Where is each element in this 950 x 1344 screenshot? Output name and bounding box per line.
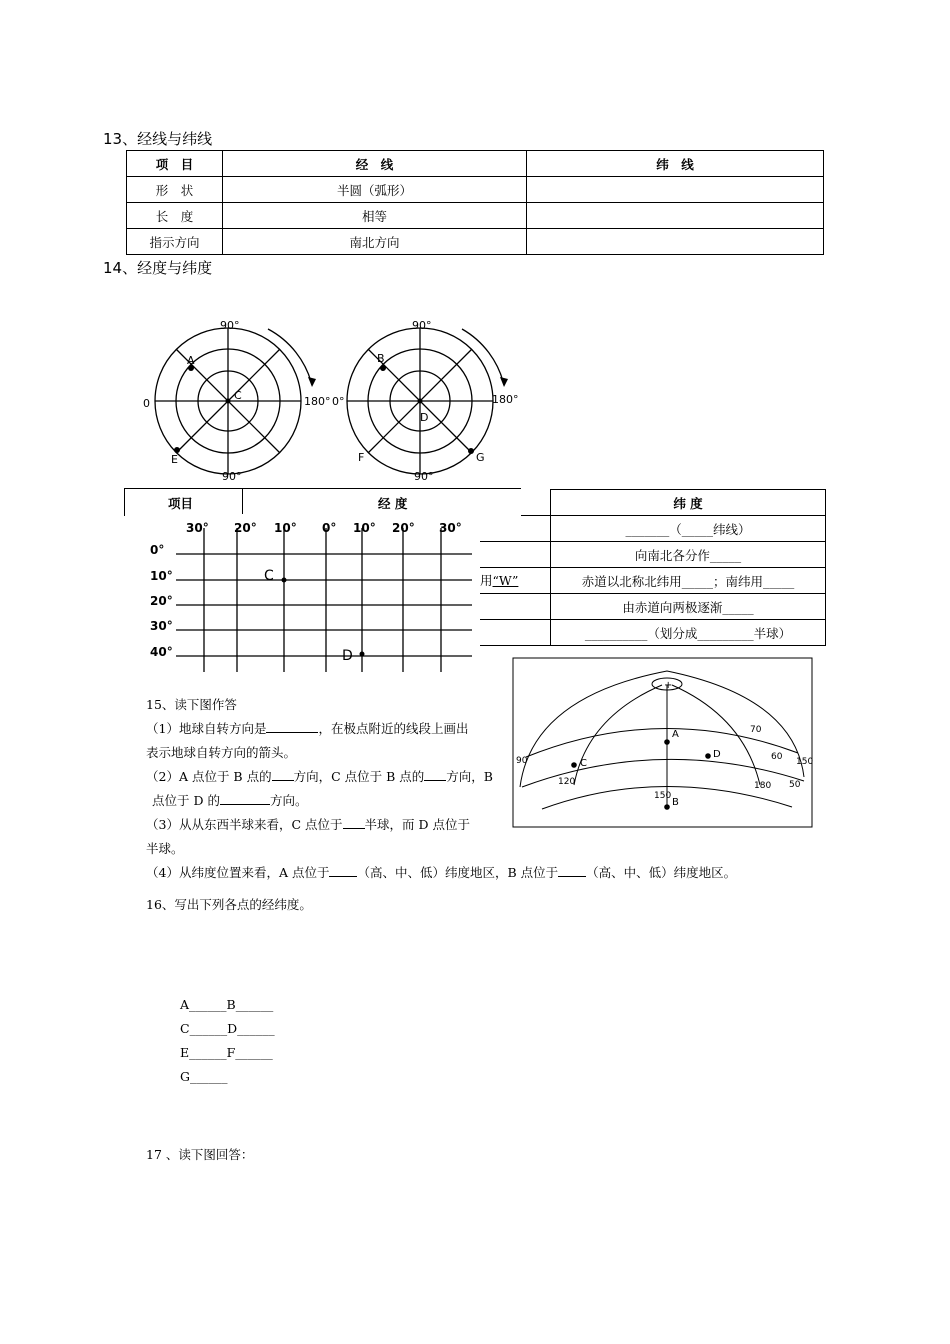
polar-left-bottom: 90°: [222, 470, 242, 483]
grid-top-label: 30°: [186, 521, 209, 535]
grid-top-label: 20°: [392, 521, 415, 535]
grid-top-label: 10°: [353, 521, 376, 535]
q13-cell: 相等: [223, 203, 527, 229]
table-row: [127, 229, 824, 255]
grid-number: 150: [654, 791, 672, 801]
grid-left-label: 30°: [150, 619, 173, 633]
point-label: D: [420, 411, 429, 424]
q13-title: 13、经线与纬线: [103, 130, 213, 148]
point-label: F: [358, 451, 365, 464]
grid-number: 150: [796, 757, 814, 767]
q14-title: 14、经度与纬度: [103, 259, 213, 277]
grid-number: 120: [558, 777, 576, 787]
grid-top-label: 30°: [439, 521, 462, 535]
grid-number: 90: [516, 756, 528, 766]
q15-line: （2）A 点位于 B 点的 方向，C 点位于 B 点的 方向，B: [146, 765, 493, 789]
table-row: [127, 203, 824, 229]
q16-line: E______F______: [180, 1045, 273, 1060]
q13-cell: 指示方向: [127, 229, 223, 255]
arrow-head-icon: [308, 377, 316, 387]
q17-title: 17 、读下图回答：: [146, 1147, 254, 1162]
point-label: B: [377, 352, 385, 365]
q15-line: 半球。: [146, 841, 184, 856]
hemisphere-diagram: [512, 657, 814, 829]
polar-diagrams: [140, 315, 530, 487]
grid-left-label: 0°: [150, 543, 165, 557]
point-label: B: [672, 797, 679, 808]
q14-lat-cell: __________（划分成_________半球）: [551, 620, 826, 646]
q13-table: [126, 150, 824, 255]
q14-lat-cell: 赤道以北称北纬用_____；南纬用_____: [551, 568, 826, 594]
q15-line: （3）从从东西半球来看，C 点位于 半球，而 D 点位于: [146, 813, 470, 837]
point-label: C: [234, 389, 242, 402]
q13-header-wei: 纬 线: [527, 151, 824, 177]
q13-cell: [527, 229, 824, 255]
q13-cell: 南北方向: [223, 229, 527, 255]
q13-cell: 形 状: [127, 177, 223, 203]
latlon-grid: [124, 514, 480, 674]
q13-header-item: 项 目: [127, 151, 223, 177]
point-label: C: [580, 758, 587, 769]
table-row: [127, 151, 824, 177]
q16-line: A______B______: [180, 997, 274, 1012]
q13-cell: [527, 177, 824, 203]
grid-number: 70: [750, 725, 762, 735]
q16-line: G______: [180, 1069, 228, 1084]
pole-icon: +: [664, 680, 673, 691]
q14-header-jing: 经 度: [378, 496, 408, 511]
q15-line: （1）地球自转方向是 ，在极点附近的线段上画出: [146, 717, 468, 741]
grid-top-label: 10°: [274, 521, 297, 535]
q14-header-wei: 纬 度: [551, 490, 826, 516]
polar-right-top: 90°: [412, 319, 432, 332]
grid-top-label: 0°: [322, 521, 337, 535]
point-label: D: [342, 648, 353, 664]
q15-line: 点位于 D 的 方向。: [152, 789, 308, 813]
grid-number: 50: [789, 780, 801, 790]
q14-lat-cell: _______（_____纬线）: [551, 516, 826, 542]
jing-fragment: 用“W”: [480, 573, 519, 588]
q15-line: 表示地球自转方向的箭头。: [146, 745, 297, 760]
polar-right-right: 180°: [492, 393, 519, 406]
polar-right-left: 0°: [332, 395, 345, 408]
grid-left-label: 20°: [150, 594, 173, 608]
polar-left-left: 0: [143, 397, 150, 410]
q14-header-item: 项目: [168, 496, 194, 511]
q15-title: 15、读下图作答: [146, 697, 237, 712]
q13-header-jing: 经 线: [223, 151, 527, 177]
q14-lat-cell: 由赤道向两极逐渐_____: [551, 594, 826, 620]
grid-number: 60: [771, 752, 783, 762]
polar-left-right: 180°: [304, 395, 331, 408]
q13-cell: 半圆（弧形）: [223, 177, 527, 203]
q16-line: C______D______: [180, 1021, 275, 1036]
point-label: G: [476, 451, 485, 464]
grid-left-label: 40°: [150, 645, 173, 659]
q14-lat-cell: 向南北各分作_____: [551, 542, 826, 568]
grid-top-label: 20°: [234, 521, 257, 535]
point-label: C: [264, 568, 274, 584]
table-row: [127, 177, 824, 203]
q15-line: （4）从纬度位置来看，A 点位于 （高、中、低）纬度地区，B 点位于 （高、中、低）纬度地区。: [146, 861, 736, 885]
arrow-head-icon: [500, 377, 508, 387]
grid-left-label: 10°: [150, 569, 173, 583]
point-label: A: [672, 729, 679, 740]
q13-cell: [527, 203, 824, 229]
point-label: E: [171, 453, 178, 466]
point-label: D: [713, 749, 721, 760]
q16-title: 16、写出下列各点的经纬度。: [146, 897, 312, 912]
grid-number: 180: [754, 781, 772, 791]
q13-cell: 长 度: [127, 203, 223, 229]
polar-right-bottom: 90°: [414, 470, 434, 483]
polar-left-top: 90°: [220, 319, 240, 332]
point-label: A: [187, 354, 195, 367]
